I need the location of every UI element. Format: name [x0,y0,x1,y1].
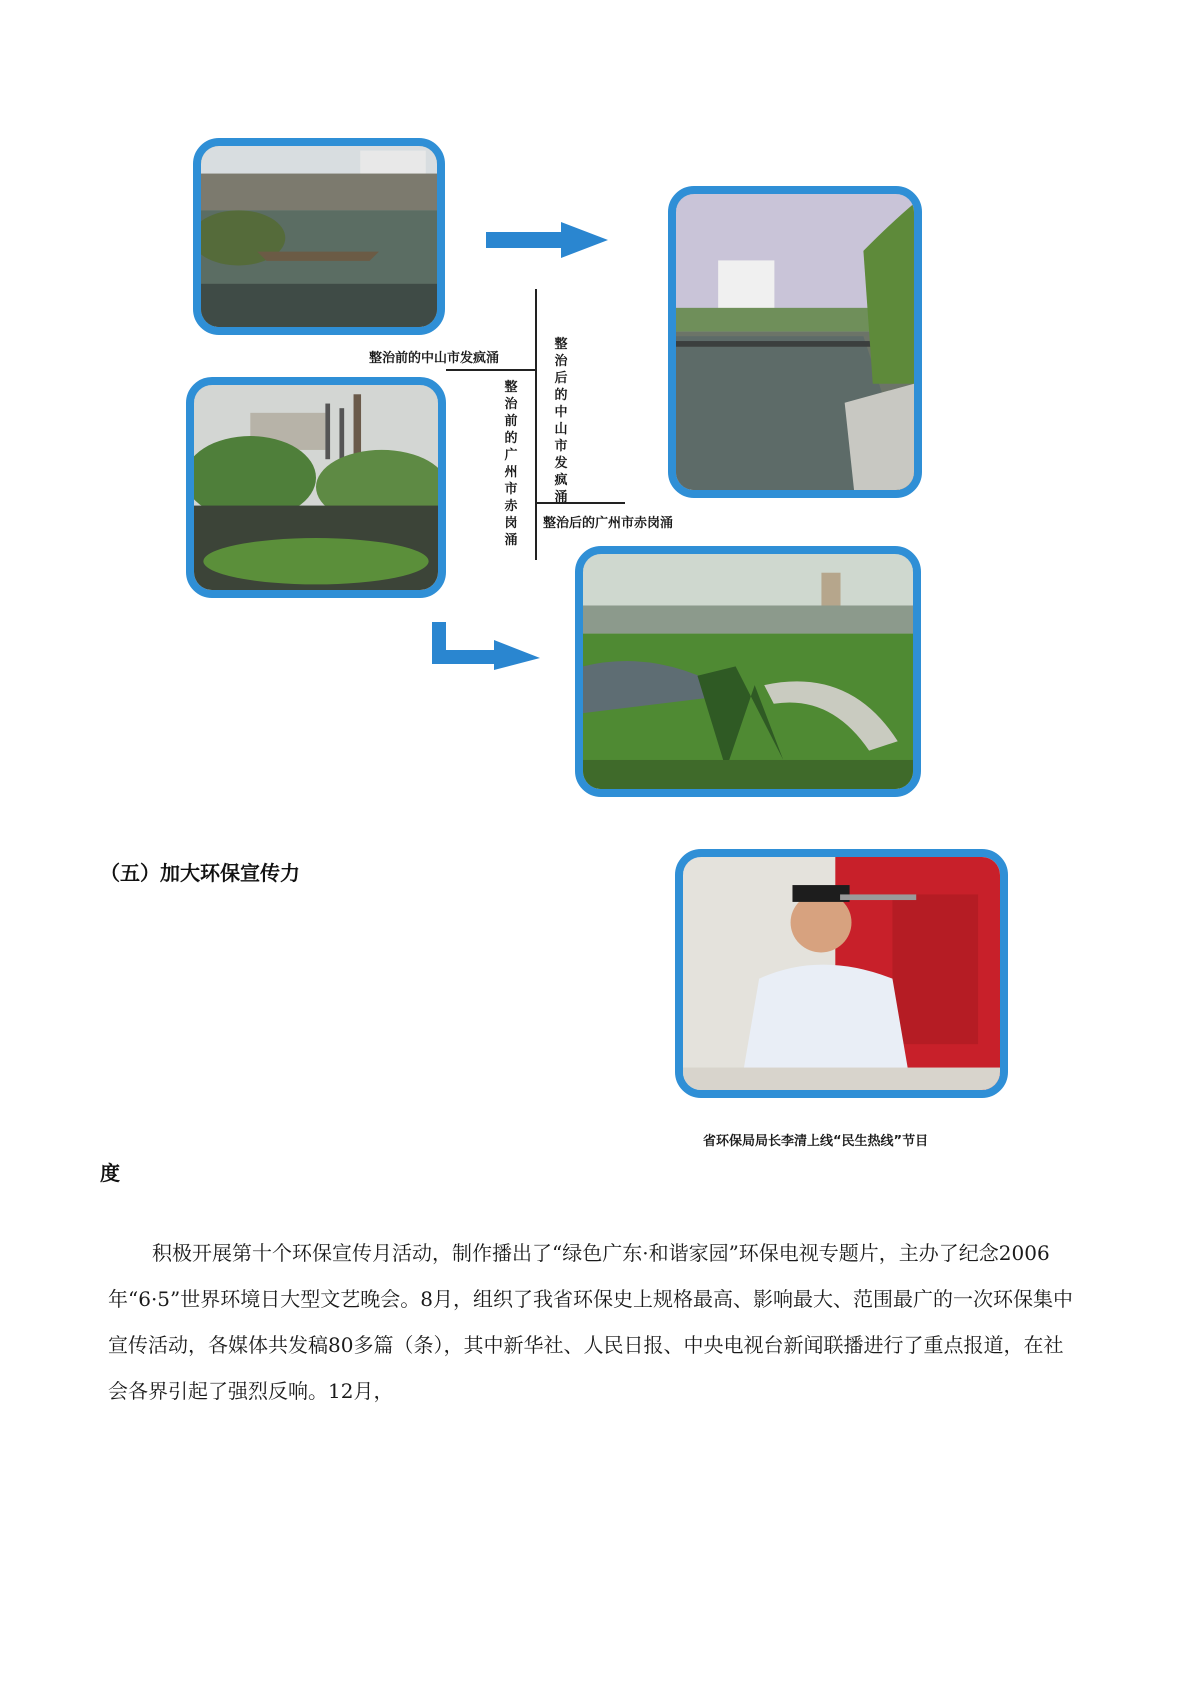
section-heading: （五）加大环保宣传力 [100,861,300,885]
caption-radio-program: 省环保局局长李清上线“民生热线”节目 [703,1134,929,1149]
connector-line-bottom [535,502,625,504]
arrow-right-icon [486,222,611,258]
caption-guangzhou-after: 整治后的广州市赤岗涌 [543,516,674,531]
caption-zhongshan-after: 整治后的中山市发疯涌 [554,337,568,505]
photo-guangzhou-before [186,377,446,598]
photo-zhongshan-after [668,186,922,498]
photo-guangzhou-after [575,546,921,797]
photo-radio-program [675,849,1008,1098]
photo-zhongshan-before [193,138,445,335]
caption-guangzhou-before: 整治前的广州市赤岗涌 [504,380,518,548]
connector-line-vertical [535,289,537,560]
caption-zhongshan-before: 整治前的中山市发疯涌 [369,351,500,366]
body-paragraph: 积极开展第十个环保宣传月活动，制作播出了“绿色广东·和谐家园”环保电视专题片，主办了纪念2006年“6·5”世界环境日大型文艺晚会。8月，组织了我省环保史上规格最高、影响最大、范围最广的一次环保集中宣传活动，各媒体共发稿80多篇（条），其中新华社、人民日报、中央电视台新闻联播进行了重点报道，在社会各界引起了强烈反响。12月， [108,1241,1073,1403]
connector-line-top [446,369,537,371]
section-heading-continuation: 度 [100,1161,120,1185]
arrow-bend-right-icon [432,622,542,670]
